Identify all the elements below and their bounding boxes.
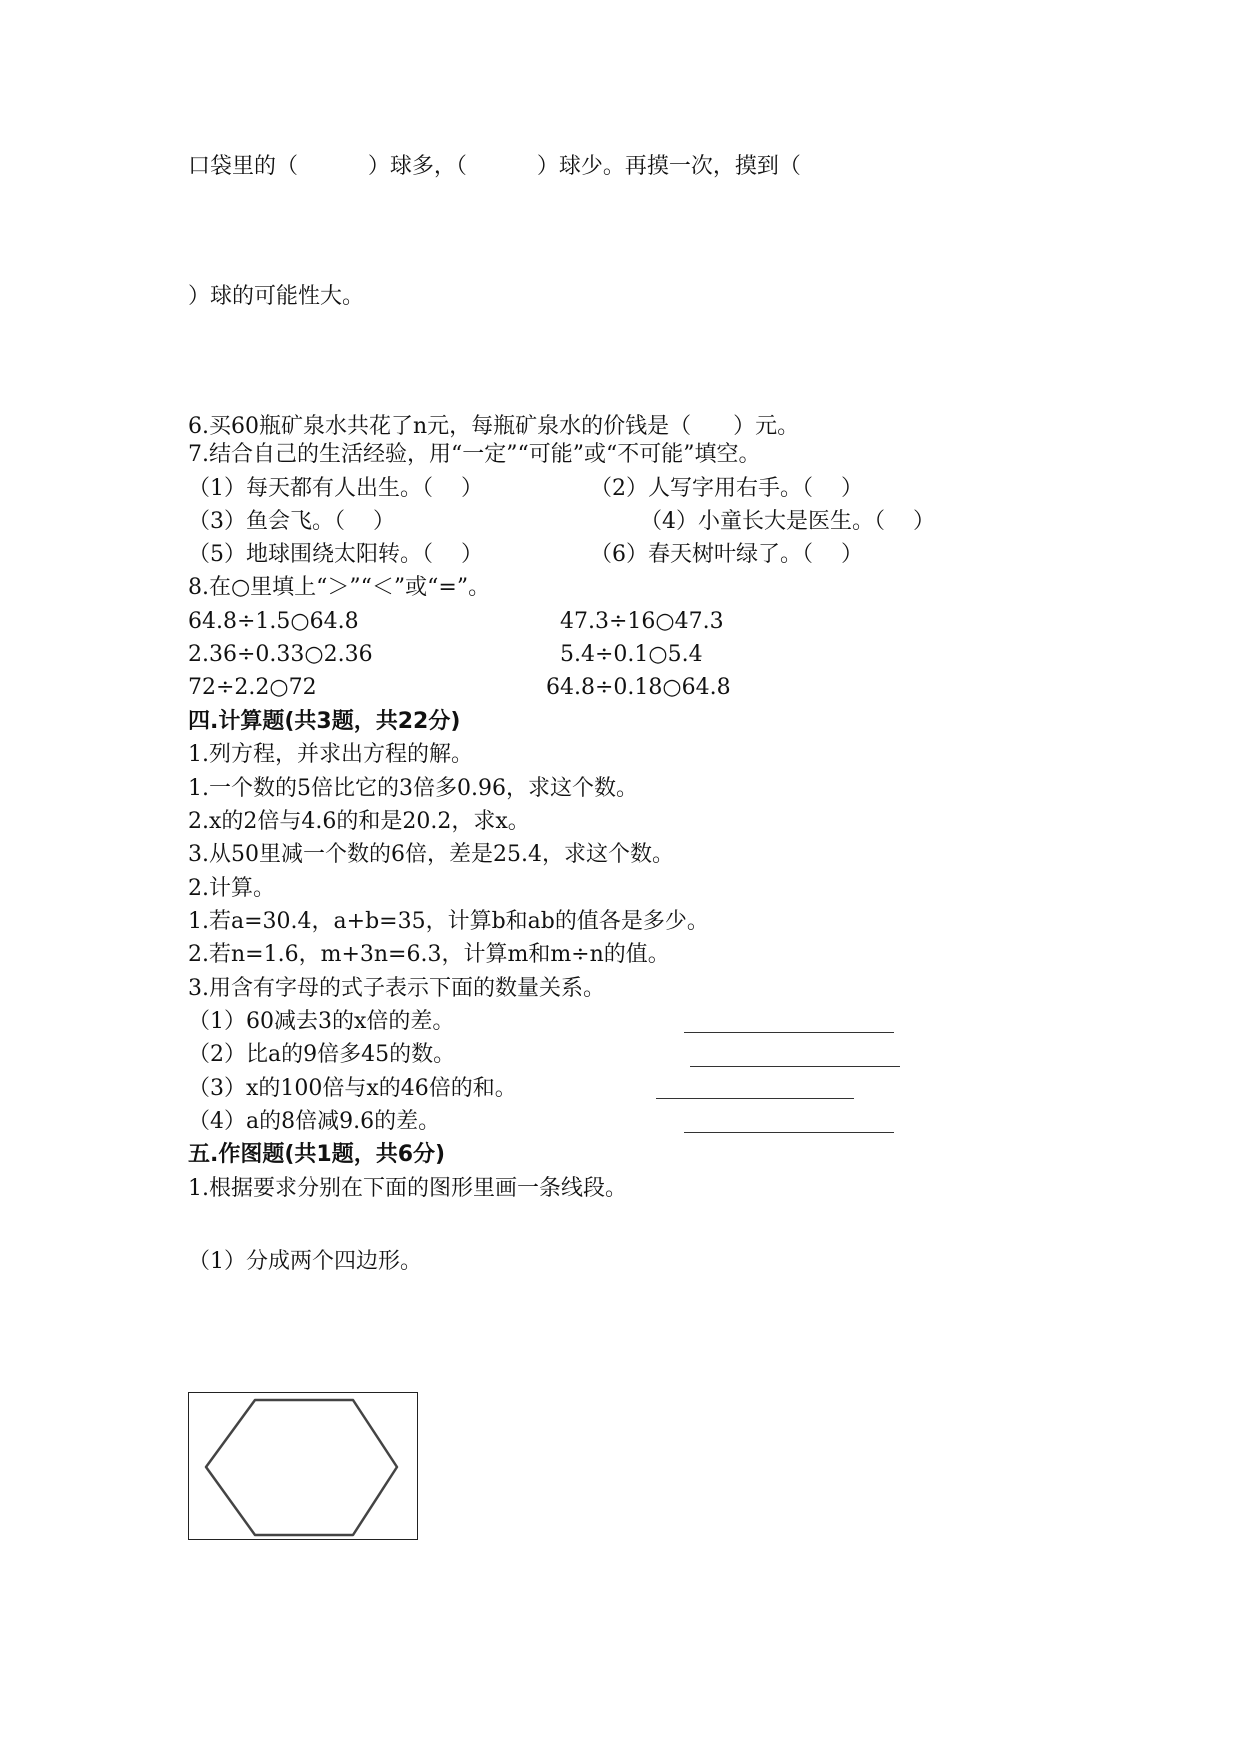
section-5-title: 五.作图题(共1题，共6分) xyxy=(188,1142,446,1167)
q7-item-5: （5）地球围绕太阳转。（ ） xyxy=(188,542,483,567)
q7-item-2: （2）人写字用右手。（ ） xyxy=(590,476,863,501)
s5-p1-title: 1.根据要求分别在下面的图形里画一条线段。 xyxy=(188,1176,627,1201)
hexagon-shape xyxy=(206,1400,397,1535)
q8-item-4: 5.4÷0.1○5.4 xyxy=(560,642,703,667)
s4-p3-item-1: （1）60减去3的x倍的差。 xyxy=(188,1009,455,1034)
hexagon-figure xyxy=(189,1393,419,1541)
q8-item-2: 47.3÷16○47.3 xyxy=(560,609,724,634)
s4-p2-item-1: 1.若a=30.4，a+b=35，计算b和ab的值各是多少。 xyxy=(188,909,709,934)
q8-item-3: 2.36÷0.33○2.36 xyxy=(188,642,373,667)
q8-stem: 8.在○里填上“＞”“＜”或“=”。 xyxy=(188,575,491,600)
s4-p1-item-3: 3.从50里减一个数的6倍，差是25.4，求这个数。 xyxy=(188,842,674,867)
s4-p3-item-2: （2）比a的9倍多45的数。 xyxy=(188,1042,456,1067)
s4-p1-title: 1.列方程，并求出方程的解。 xyxy=(188,742,473,767)
q5-line-1: 口袋里的（ ）球多，（ ）球少。再摸一次，摸到（ xyxy=(188,154,801,179)
q8-item-5: 72÷2.2○72 xyxy=(188,675,317,700)
q7-stem: 7.结合自己的生活经验，用“一定”“可能”或“不可能”填空。 xyxy=(188,442,761,467)
s4-p2-item-2: 2.若n=1.6，m+3n=6.3，计算m和m÷n的值。 xyxy=(188,942,670,967)
answer-line-1[interactable] xyxy=(684,1032,894,1033)
s4-p2-title: 2.计算。 xyxy=(188,876,275,901)
s4-p3-item-3: （3）x的100倍与x的46倍的和。 xyxy=(188,1076,517,1101)
answer-line-2[interactable] xyxy=(690,1066,900,1067)
q7-item-1: （1）每天都有人出生。（ ） xyxy=(188,476,483,501)
q7-item-3: （3）鱼会飞。（ ） xyxy=(188,509,395,534)
q7-item-6: （6）春天树叶绿了。（ ） xyxy=(590,542,863,567)
answer-line-3[interactable] xyxy=(656,1098,854,1099)
q8-item-1: 64.8÷1.5○64.8 xyxy=(188,609,359,634)
s5-sub-1: （1）分成两个四边形。 xyxy=(188,1249,422,1274)
s4-p3-item-4: （4）a的8倍减9.6的差。 xyxy=(188,1109,441,1134)
q6-text: 6.买60瓶矿泉水共花了n元，每瓶矿泉水的价钱是（ ）元。 xyxy=(188,414,800,439)
q8-item-6: 64.8÷0.18○64.8 xyxy=(546,675,731,700)
s4-p1-item-2: 2.x的2倍与4.6的和是20.2，求x。 xyxy=(188,809,530,834)
hexagon-figure-box[interactable] xyxy=(188,1392,418,1540)
section-4-title: 四.计算题(共3题，共22分) xyxy=(188,709,461,734)
s4-p1-item-1: 1.一个数的5倍比它的3倍多0.96，求这个数。 xyxy=(188,776,638,801)
q7-item-4: （4）小童长大是医生。（ ） xyxy=(640,509,935,534)
s4-p3-title: 3.用含有字母的式子表示下面的数量关系。 xyxy=(188,976,605,1001)
q5-line-2: ）球的可能性大。 xyxy=(188,284,365,309)
answer-line-4[interactable] xyxy=(684,1132,894,1133)
